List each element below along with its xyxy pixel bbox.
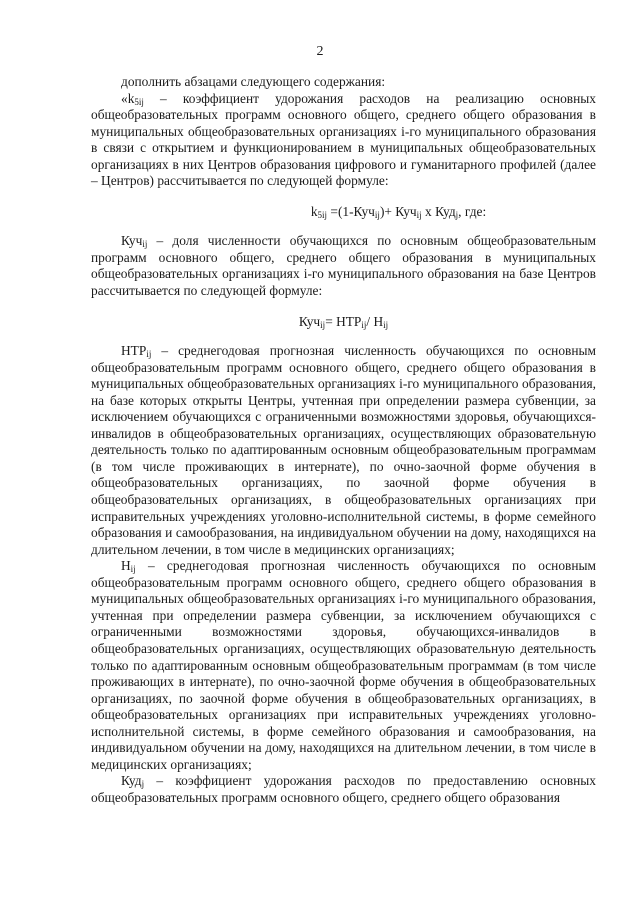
page-number: 2 (316, 44, 324, 59)
formula-kuch: $Куч_{ij}= НТР_{ij}/$ $Н_{ij}$ (298, 313, 389, 330)
kuch-definition: Куч$_{ij}$ – доля численности обучающихся по основным общеобразовательным программ основного общего, среднего общего образования в муниципальных общеобразовательных организациях i-го муниципального образования на базе Центров рассчитывается по следующей формуле: (91, 233, 596, 299)
formula-k5: $k_{5ij} =(1-Куч_{ij})+ Куч_{ij}$ х Куд$_j$, где: (310, 203, 487, 220)
k5-definition: «$k_{5ij}$ – коэффициент удорожания расходов на реализацию основных общеобразовательных программ основного общего, среднего общего образования в муниципальных общеобразовательных организациях i-го муниципального образования в связи с открытием и функционированием в муниципальных общеобразовательных организациях в них Центров образования цифрового и гуманитарного профилей (далее – Центров) рассчитывается по следующей формуле: (91, 90, 596, 189)
document-body (91, 74, 596, 806)
kud-definition: Куд$_j$ – коэффициент удорожания расходов по предоставлению основных общеобразовательных программ основного общего, среднего общего образования (91, 773, 596, 805)
intro-line: дополнить абзацами следующего содержания: (121, 74, 386, 89)
n-definition: $Н_{ij}$ – среднегодовая прогнозная численность обучающихся по основным общеобразовательным программ основного общего, среднего общего образования в муниципальных общеобразовательных организациях i-го муниципального образования, учтенная при определении размера субвенции, за исключением обучающихся с ограниченными возможностями здоровья, обучающихся-инвалидов в общеобразовательных организациях, осуществляющих образовательную деятельность только по адаптированным основным общеобразовательным программам (в том числе проживающих в интернате), по очно-заочной форме обучения в общеобразовательных организациях, по заочной форме обучения в общеобразовательных организациях, в общеобразовательных организациях при исправительных учреждениях уголовно-исполнительной системы, в форме семейного образования и самообразования, на индивидуальном обучении на дому, находящихся на длительном лечении, в том числе в медицинских организациях; (91, 558, 596, 772)
ntr-definition: $НТР_{ij}$ – среднегодовая прогнозная численность обучающихся по основным общеобразовательным программ основного общего, среднего общего образования в муниципальных общеобразовательных организациях i-го муниципального образования, на базе которых открыты Центры, учтенная при определении размера субвенции, за исключением обучающихся с ограниченными возможностями здоровья, обучающихся-инвалидов в общеобразовательных организациях, осуществляющих образовательную деятельность только по адаптированным основным общеобразовательным программам (в том числе проживающих в интернате), по очно-заочной форме обучения в общеобразовательных организациях, по заочной форме обучения в общеобразовательных организациях, в общеобразовательных организациях при исправительных учреждениях уголовно-исполнительной системы, в форме семейного образования и самообразования, на индивидуальном обучении на дому, находящихся на длительном лечении, в том числе в медицинских организациях; (91, 343, 596, 557)
